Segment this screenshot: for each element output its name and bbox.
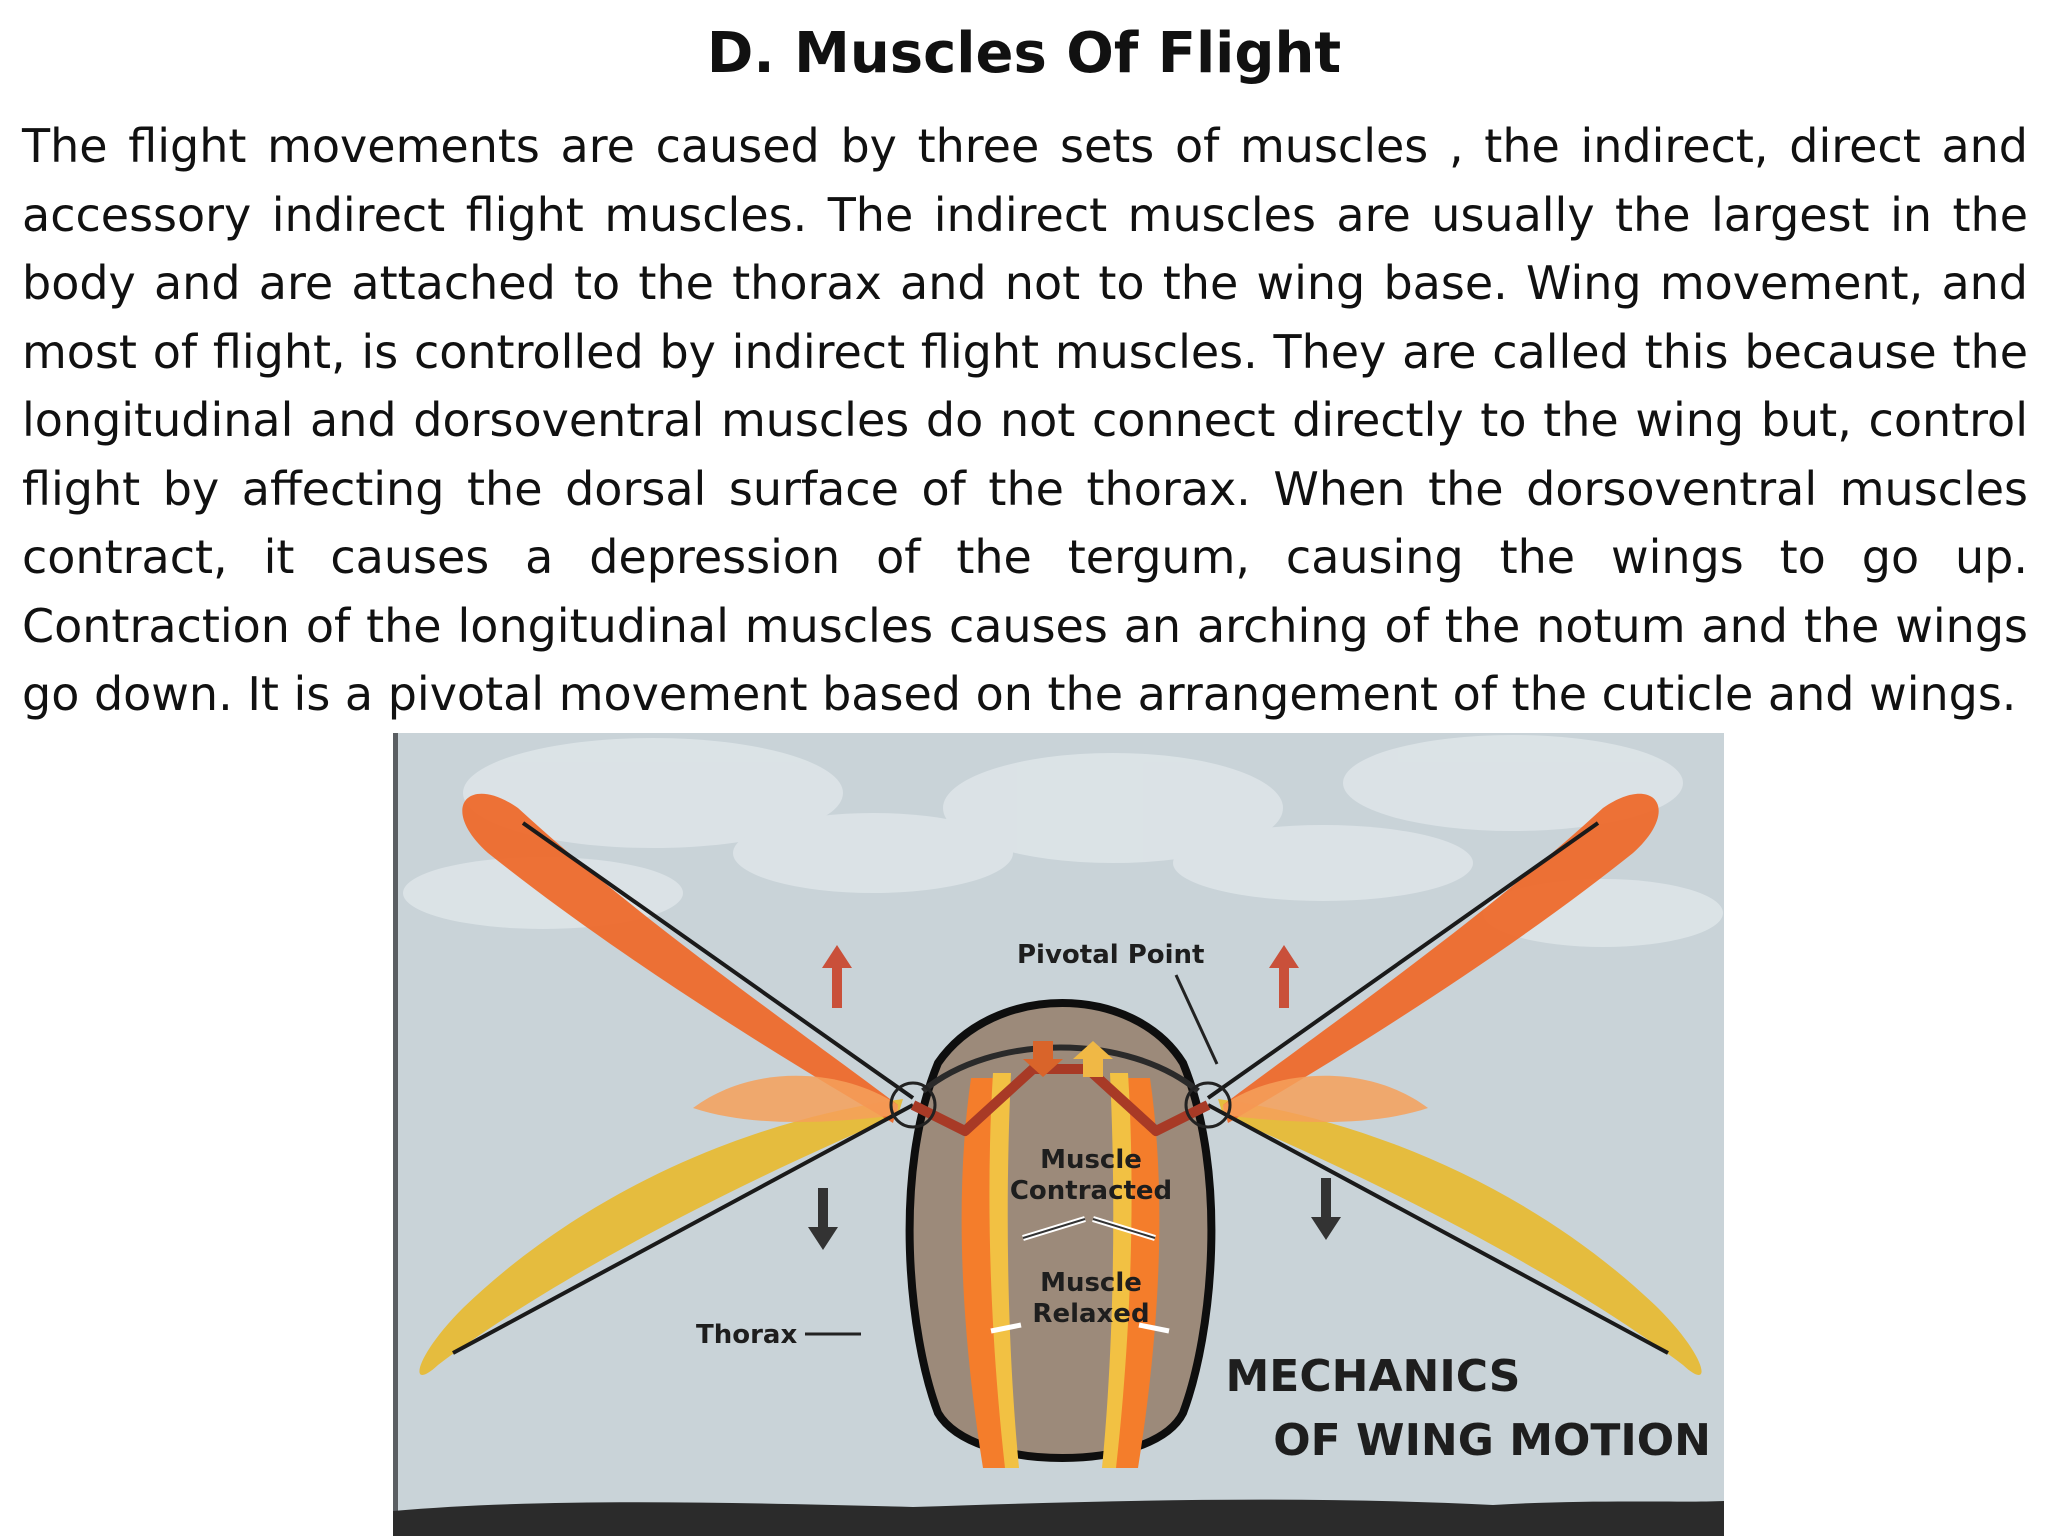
wing-mechanics-figure xyxy=(393,733,1724,1536)
caption-line2: OF WING MOTION xyxy=(1273,1415,1711,1466)
figure-left-border xyxy=(393,733,398,1536)
muscle-relaxed-label-line1: Muscle xyxy=(1040,1268,1142,1298)
ground xyxy=(393,1500,1724,1536)
muscle-relaxed-label-line2: Relaxed xyxy=(1032,1299,1150,1329)
muscle-contracted-label-line2: Contracted xyxy=(1009,1176,1173,1206)
slide-title: D. Muscles Of Flight xyxy=(706,21,1342,86)
body-paragraph: The flight movements are caused by three sets of muscles , the indirect, direct and accessory indirect flight muscles. The indirect muscles are usually the largest in the body and are attached to the thorax and not to the wing base. Wing movement, and most of flight, is controlled by indirect flight muscles. They are called this because the longitudinal and dorsoventral muscles do not connect directly to the wing but, control flight by affecting the dorsal surface of the thorax. When the dorsoventral muscles contract, it causes a depression of the tergum, causing the wings to go up. Contraction of the longitudinal muscles causes an arching of the notum and the wings go down. It is a pivotal movement based on the arrangement of the cuticle and wings. xyxy=(22,119,2028,721)
caption-line1: MECHANICS xyxy=(1225,1351,1521,1402)
muscle-contracted-label-line1: Muscle xyxy=(1040,1145,1142,1175)
thorax-label: Thorax xyxy=(696,1320,798,1350)
pivotal-point-label: Pivotal Point xyxy=(1017,940,1205,970)
